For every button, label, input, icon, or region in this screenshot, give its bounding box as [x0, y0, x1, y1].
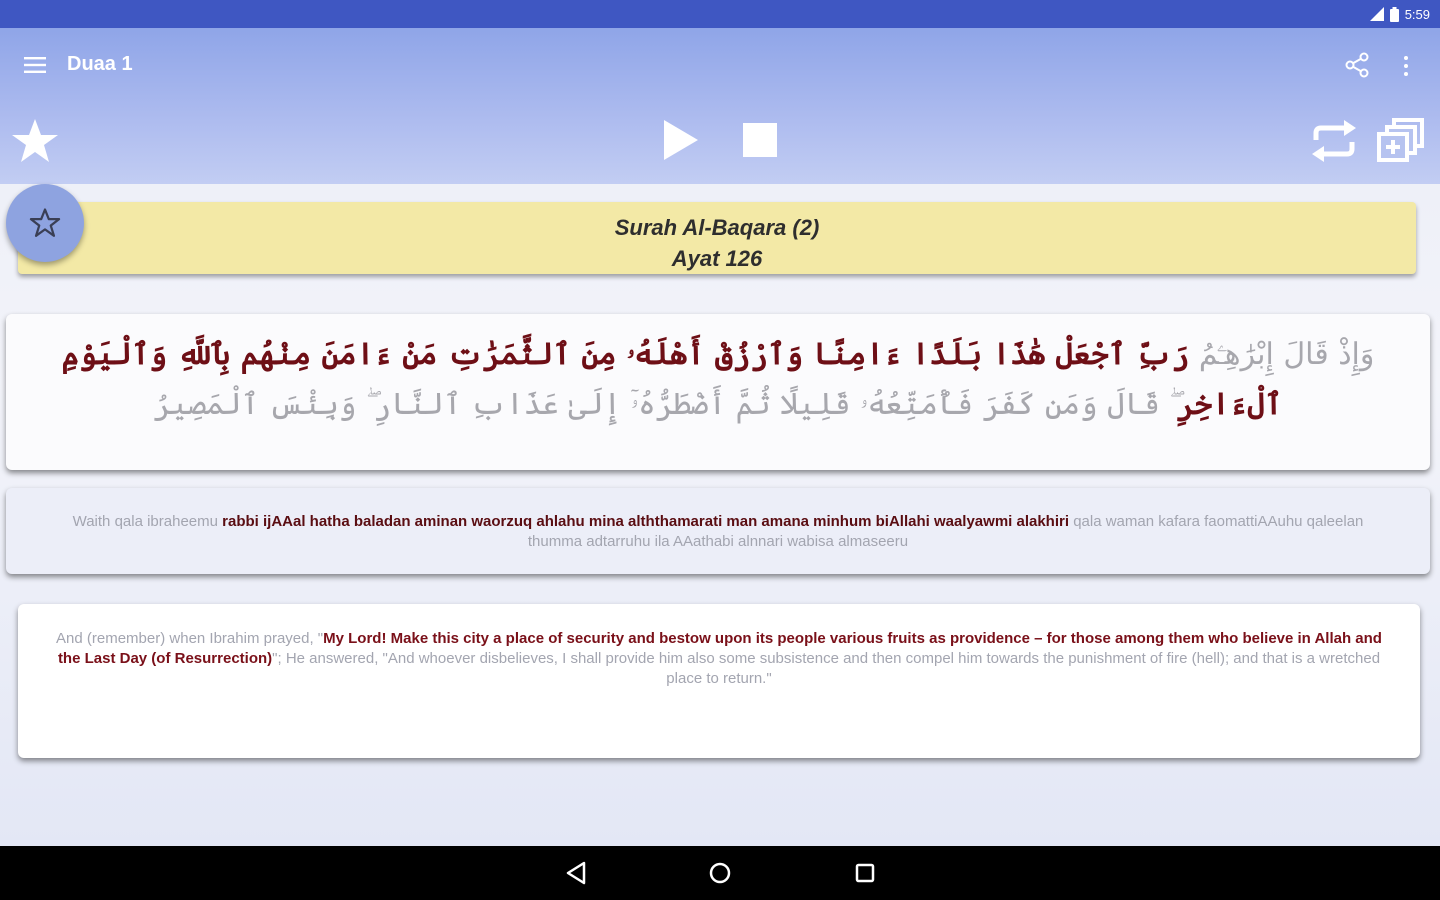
- repeat-icon[interactable]: [1308, 118, 1360, 164]
- verse-content: [0, 184, 1440, 846]
- player-toolbar: [0, 108, 1440, 174]
- surah-header: [18, 202, 1416, 274]
- stop-icon[interactable]: [740, 122, 778, 158]
- arabic-text-part: ۖ قَالَ وَمَن كَفَرَ فَأُمَتِّعُهُۥ قَلِيلًا ثُمَّ أَضْطَرُّهُۥٓ إِلَىٰ عَذَابِ ٱلنَّارِ ۖ وَبِئْسَ ٱلْمَصِيرُ: [153, 387, 1177, 422]
- translation-part: And (remember) when Ibrahim prayed, ": [56, 630, 324, 647]
- battery-icon: [1390, 7, 1399, 22]
- library-add-icon[interactable]: [1376, 118, 1426, 164]
- back-icon[interactable]: [564, 860, 590, 886]
- translation-duaa-highlight: My Lord! Make this city a place of security and bestow upon its people various fruits as providence – for those among them who believe in Allah and the Last Day (of Resurrection): [57, 630, 1382, 667]
- status-bar: [0, 0, 1440, 28]
- translation-card: [18, 604, 1420, 758]
- arabic-text: [6, 314, 1430, 430]
- transliteration-duaa-highlight: rabbi ijAAal hatha baladan aminan waorzuq ahlahu mina alththamarati man amana minhum biAllahi waalyawmi alakhiri: [222, 513, 1070, 530]
- share-icon[interactable]: [1342, 50, 1372, 80]
- transliteration-card: [6, 488, 1430, 574]
- transliteration-text: [6, 488, 1430, 552]
- arabic-text-part: وَإِذْ قَالَ إِبْرَٰهِـۧمُ: [1189, 337, 1375, 372]
- translation-text: [18, 604, 1420, 689]
- system-nav-bar: [0, 846, 1440, 900]
- transliteration-part: Waith qala ibraheemu: [72, 513, 223, 530]
- play-icon[interactable]: [660, 118, 702, 162]
- star-outline-icon: [29, 207, 61, 239]
- favorite-button[interactable]: [6, 184, 84, 262]
- page-title: Duaa 1: [67, 53, 133, 75]
- arabic-verse-card: [6, 314, 1430, 470]
- ayat-number: Ayat 126: [671, 246, 763, 271]
- recents-icon[interactable]: [852, 860, 878, 886]
- translation-part: "; He answered, "And whoever disbelieves, I shall provide him also some subsistence and then compel him towards the punishment of fire (hell); and that is a wretched place to return.": [272, 650, 1381, 687]
- surah-name: Surah Al-Baqara (2): [614, 215, 820, 240]
- home-icon[interactable]: [707, 860, 733, 886]
- app-bar: [0, 28, 1440, 184]
- arabic-duaa-highlight: رَبِّ ٱجْعَلْ هَٰذَا بَلَدًا ءَامِنًا وَٱرْزُقْ أَهْلَهُۥ مِنَ ٱلثَّمَرَٰتِ مَنْ ءَامَنَ مِنْهُم بِٱللَّهِ وَٱلْيَوْمِ ٱلْءَاخِرِ: [61, 337, 1283, 422]
- status-time: 5:59: [1404, 6, 1430, 22]
- menu-icon[interactable]: [24, 55, 48, 75]
- star-icon[interactable]: [10, 116, 60, 166]
- transliteration-part: qala waman kafara faomattiAAuhu qaleelan thumma adtarruhu ila AAathabi alnnari wabisa almaseeru: [527, 513, 1364, 550]
- signal-icon: [1370, 7, 1384, 21]
- more-vert-icon[interactable]: [1398, 52, 1414, 80]
